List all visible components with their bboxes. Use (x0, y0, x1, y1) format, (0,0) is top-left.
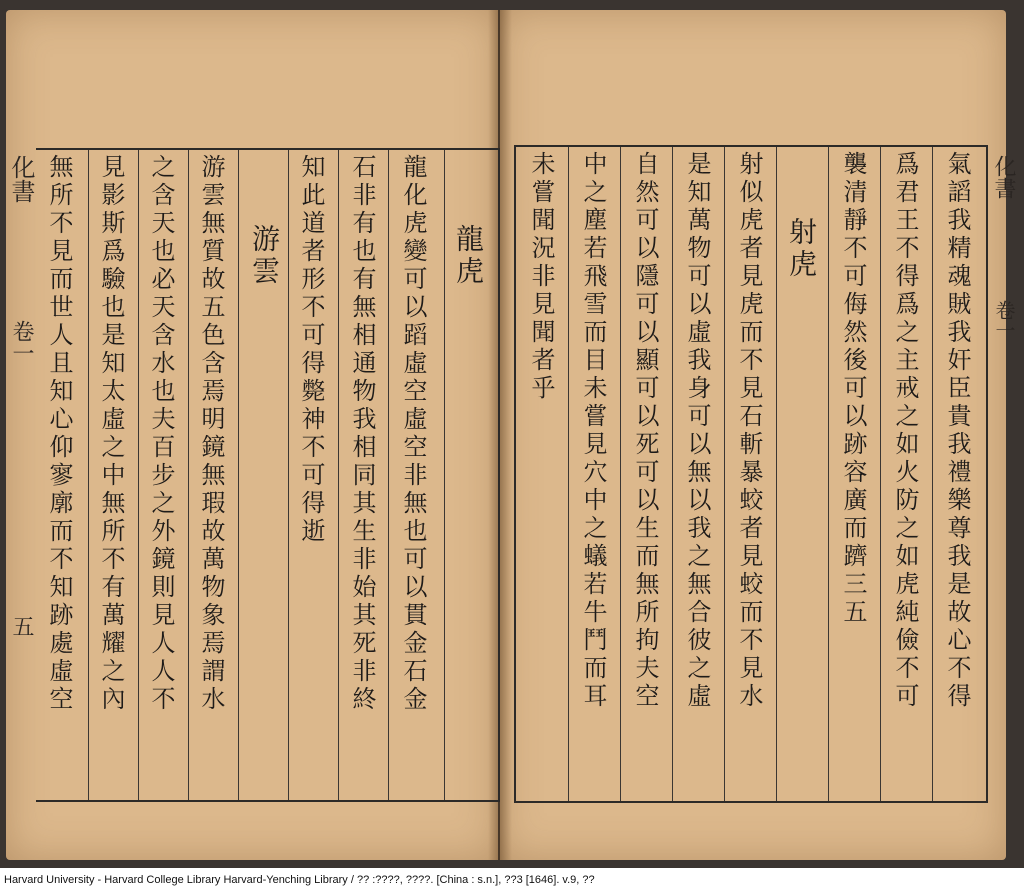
column-rule (672, 147, 673, 801)
column-rule (338, 150, 339, 800)
column-rule (828, 147, 829, 801)
text-column: 龍化虎變可以蹈虛空虛空非無也可以貫金石金 (399, 154, 427, 714)
column-rule (188, 150, 189, 800)
left-margin-juan: 卷一 (9, 320, 34, 364)
text-column: 是知萬物可以虛我身可以無以我之無合彼之虛 (683, 151, 711, 711)
section-heading-youyun: 游雲 (248, 224, 281, 288)
column-rule (932, 147, 933, 801)
text-column: 爲君王不得爲之主戒之如火防之如虎純儉不可 (891, 151, 919, 711)
left-text-frame (36, 148, 500, 802)
right-margin-title: 化書 (991, 155, 1016, 199)
left-margin-title: 化書 (7, 155, 35, 203)
right-margin-juan: 卷一 (992, 300, 1016, 340)
right-text-frame (514, 145, 988, 803)
column-rule (776, 147, 777, 801)
column-rule (138, 150, 139, 800)
column-rule (724, 147, 725, 801)
text-column: 游雲無質故五色含焉明鏡無瑕故萬物象焉謂水 (197, 154, 225, 714)
text-column: 之含天也必天含水也夫百步之外鏡則見人人不 (147, 154, 175, 714)
column-rule (238, 150, 239, 800)
column-rule (288, 150, 289, 800)
library-citation-footer: Harvard University - Harvard College Library Harvard-Yenching Library / ?? :????, ????. [China : s.n.], ??3 [1646]. v.9, ?? (4, 874, 595, 886)
column-rule (88, 150, 89, 800)
column-rule (620, 147, 621, 801)
text-column: 石非有也有無相通物我相同其生非始其死非終 (348, 154, 376, 714)
column-rule (444, 150, 445, 800)
left-margin-page-number: 五 (9, 615, 34, 637)
text-column: 無所不見而世人且知心仰寥廓而不知跡處虛空 (45, 154, 73, 714)
text-column: 襲清靜不可侮然後可以跡容廣而躋三五 (839, 151, 867, 627)
column-rule (568, 147, 569, 801)
column-rule (388, 150, 389, 800)
text-column: 知此道者形不可得斃神不可得逝 (297, 154, 325, 546)
column-rule (880, 147, 881, 801)
section-heading-longhu: 龍虎 (452, 224, 485, 288)
text-column: 氣謟我精魂賊我奸臣貴我禮樂尊我是故心不得 (943, 151, 971, 711)
text-column: 未嘗聞況非見聞者乎 (527, 151, 555, 403)
text-column: 中之塵若飛雪而目未嘗見穴中之蟻若牛鬥而耳 (579, 151, 607, 711)
text-column: 見影斯爲驗也是知太虛之中無所不有萬耀之內 (97, 154, 125, 714)
text-column: 自然可以隱可以顯可以死可以生而無所拘夫空 (631, 151, 659, 711)
text-column: 射似虎者見虎而不見石斬暴蛟者見蛟而不見水 (735, 151, 763, 711)
section-heading-shehu: 射虎 (785, 217, 818, 281)
